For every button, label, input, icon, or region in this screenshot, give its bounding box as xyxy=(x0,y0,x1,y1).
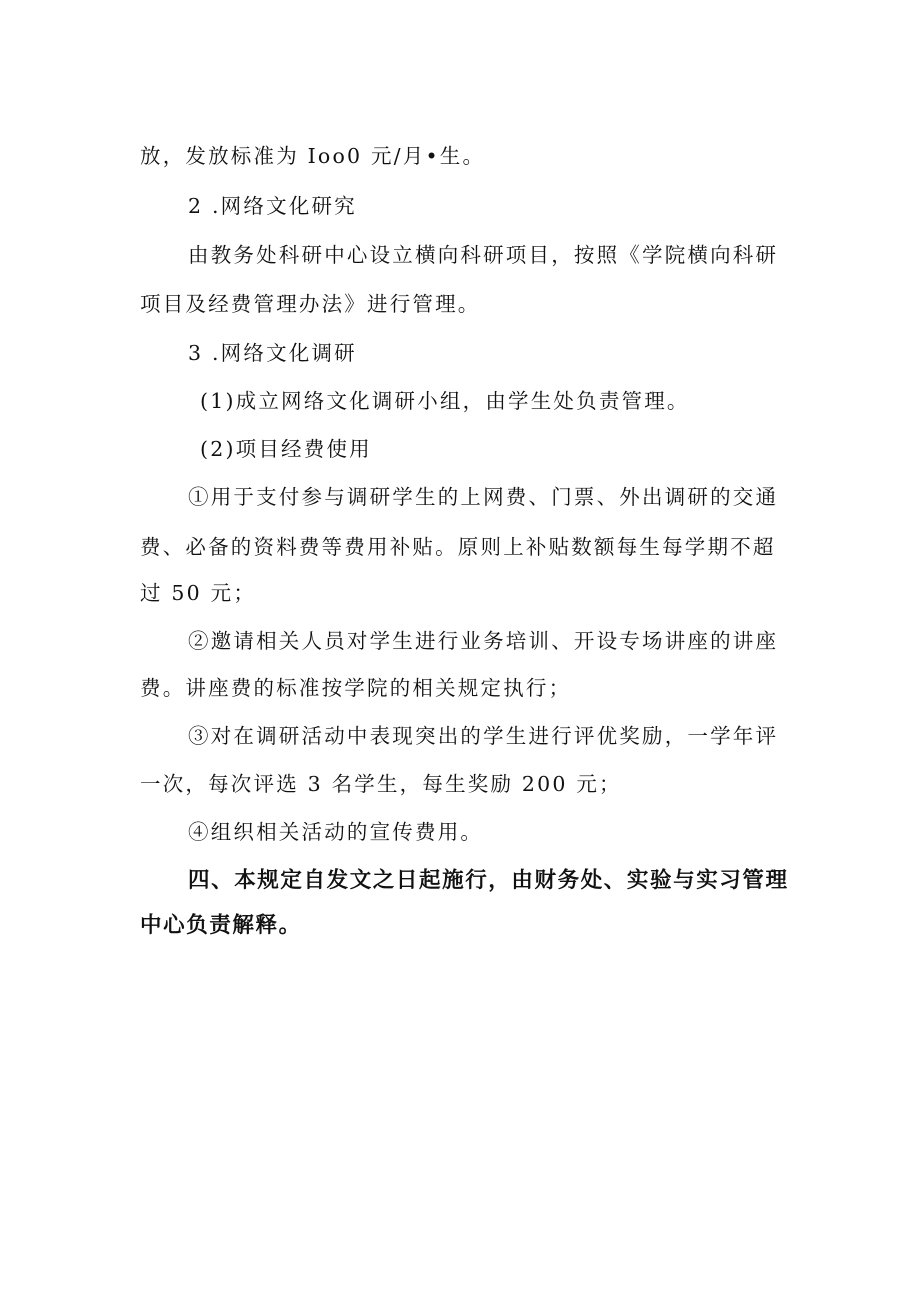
section-heading: 2 .网络文化研究 xyxy=(188,194,357,218)
text-line: 放，发放标准为 Ioo0 元/月•生。 xyxy=(140,144,486,168)
text-line: ②邀请相关人员对学生进行业务培训、开设专场讲座的讲座 xyxy=(188,629,779,653)
text-line: ④组织相关活动的宣传费用。 xyxy=(188,820,484,844)
text-line: 过 50 元； xyxy=(140,581,257,605)
text-line: (2)项目经费使用 xyxy=(200,437,372,461)
text-line: ①用于支付参与调研学生的上网费、门票、外出调研的交通 xyxy=(188,485,779,509)
text-line: 费。讲座费的标准按学院的相关规定执行； xyxy=(140,676,572,700)
closing-clause: 中心负责解释。 xyxy=(140,913,302,938)
text-line: 一次，每次评选 3 名学生，每生奖励 200 元； xyxy=(140,772,622,796)
closing-clause: 四、本规定自发文之日起施行，由财务处、实验与实习管理 xyxy=(188,868,789,893)
text-line: (1)成立网络文化调研小组，由学生处负责管理。 xyxy=(200,389,690,413)
text-line: 费、必备的资料费等费用补贴。原则上补贴数额每生每学期不超 xyxy=(140,535,776,559)
text-line: ③对在调研活动中表现突出的学生进行评优奖励，一学年评 xyxy=(188,724,779,748)
section-heading: 3 .网络文化调研 xyxy=(188,341,357,365)
text-line: 由教务处科研中心设立横向科研项目，按照《学院横向科研 xyxy=(188,243,779,267)
text-line: 项目及经费管理办法》进行管理。 xyxy=(140,292,481,316)
